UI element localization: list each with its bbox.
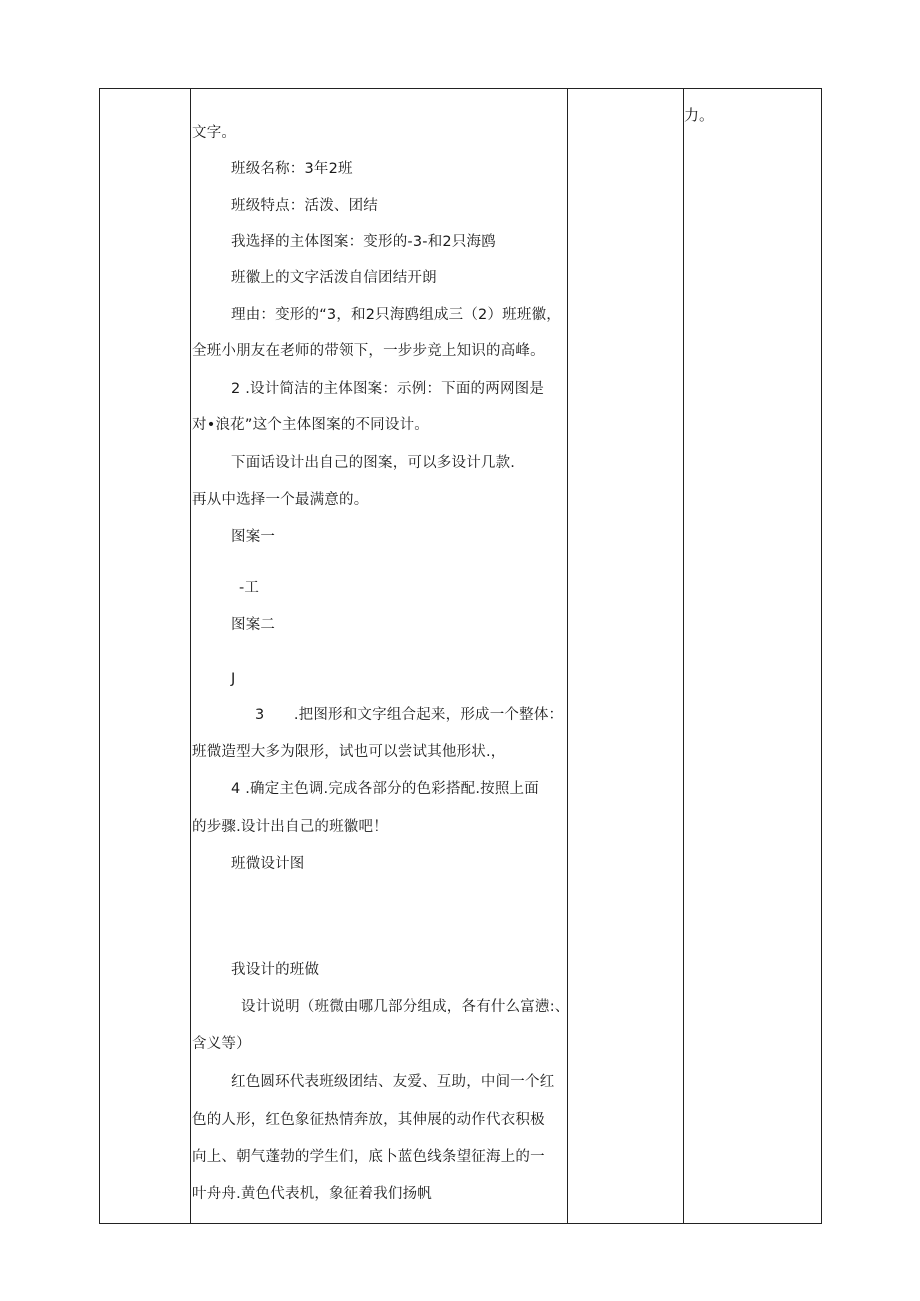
- text-line: 叶舟舟.黄色代表机，象征着我们扬帆: [192, 1186, 433, 1202]
- pattern-two-sketch-text: J: [231, 671, 236, 687]
- text-line: 文字。: [192, 125, 237, 141]
- cell-right-notes: [684, 89, 822, 1224]
- badge-design-label: 班微设计图: [231, 856, 305, 872]
- lesson-plan-table: [99, 88, 822, 1224]
- class-name-line: 班级名称：3年2班: [231, 161, 353, 177]
- cell-empty: [568, 89, 684, 1224]
- cell-activity-content: [191, 89, 568, 1224]
- reason-line: 理由：变形的“3，和2只海鸥组成三（2）班班徽，: [231, 307, 561, 323]
- text-line: 的步骤.设计出自己的班徽吧！: [192, 819, 388, 835]
- text-line: 向上、朝气蓬勃的学生们，底卜蓝色线条望征海上的一: [192, 1149, 545, 1165]
- text-line: 班微造型大多为限形，试也可以尝试其他形状.，: [192, 744, 506, 760]
- badge-text-line: 班徽上的文字活泼自信团结开朗: [231, 270, 437, 286]
- pattern-two-label: 图案二: [231, 617, 276, 633]
- step-4-line: 4 .确定主色调.完成各部分的色彩搭配.按照上面: [231, 781, 539, 797]
- step-2-line: 2 .设计简洁的主体图案：示例：下面的两网图是: [231, 381, 545, 397]
- text-line: 色的人形，红色象征热情奔放，其伸展的动作代衣积极: [192, 1112, 545, 1128]
- text-line: 含义等）: [192, 1036, 251, 1052]
- cell-left: [100, 89, 191, 1224]
- step-3-line: 3 .把图形和文字组合起来，形成一个整体：: [255, 707, 564, 723]
- pattern-one-label: 图案一: [231, 529, 276, 545]
- main-pattern-line: 我选择的主体图案：变形的-3-和2只海鸥: [231, 234, 496, 250]
- pattern-one-sketch-text: -工: [239, 580, 260, 596]
- text-line: 再从中选择一个最满意的。: [192, 492, 369, 508]
- text-line: 全班小朋友在老师的带领下，一步步竞上知识的高峰。: [192, 343, 545, 359]
- table-row: [100, 89, 822, 1224]
- description-line: 红色圆环代表班级团结、友爱、互助，中间一个红: [231, 1074, 555, 1090]
- text-line: 下面话设计出自己的图案，可以多设计几款.: [231, 455, 516, 471]
- my-badge-label: 我设计的班做: [231, 962, 320, 978]
- right-note-text: 力。: [684, 106, 715, 124]
- text-line: 对•浪花”这个主体图案的不同设计。: [192, 417, 429, 433]
- design-notes-line: 设计说明（班微由哪几部分组成，各有什么富懑:、: [241, 999, 570, 1015]
- class-features-line: 班级特点：活泼、团结: [231, 198, 378, 214]
